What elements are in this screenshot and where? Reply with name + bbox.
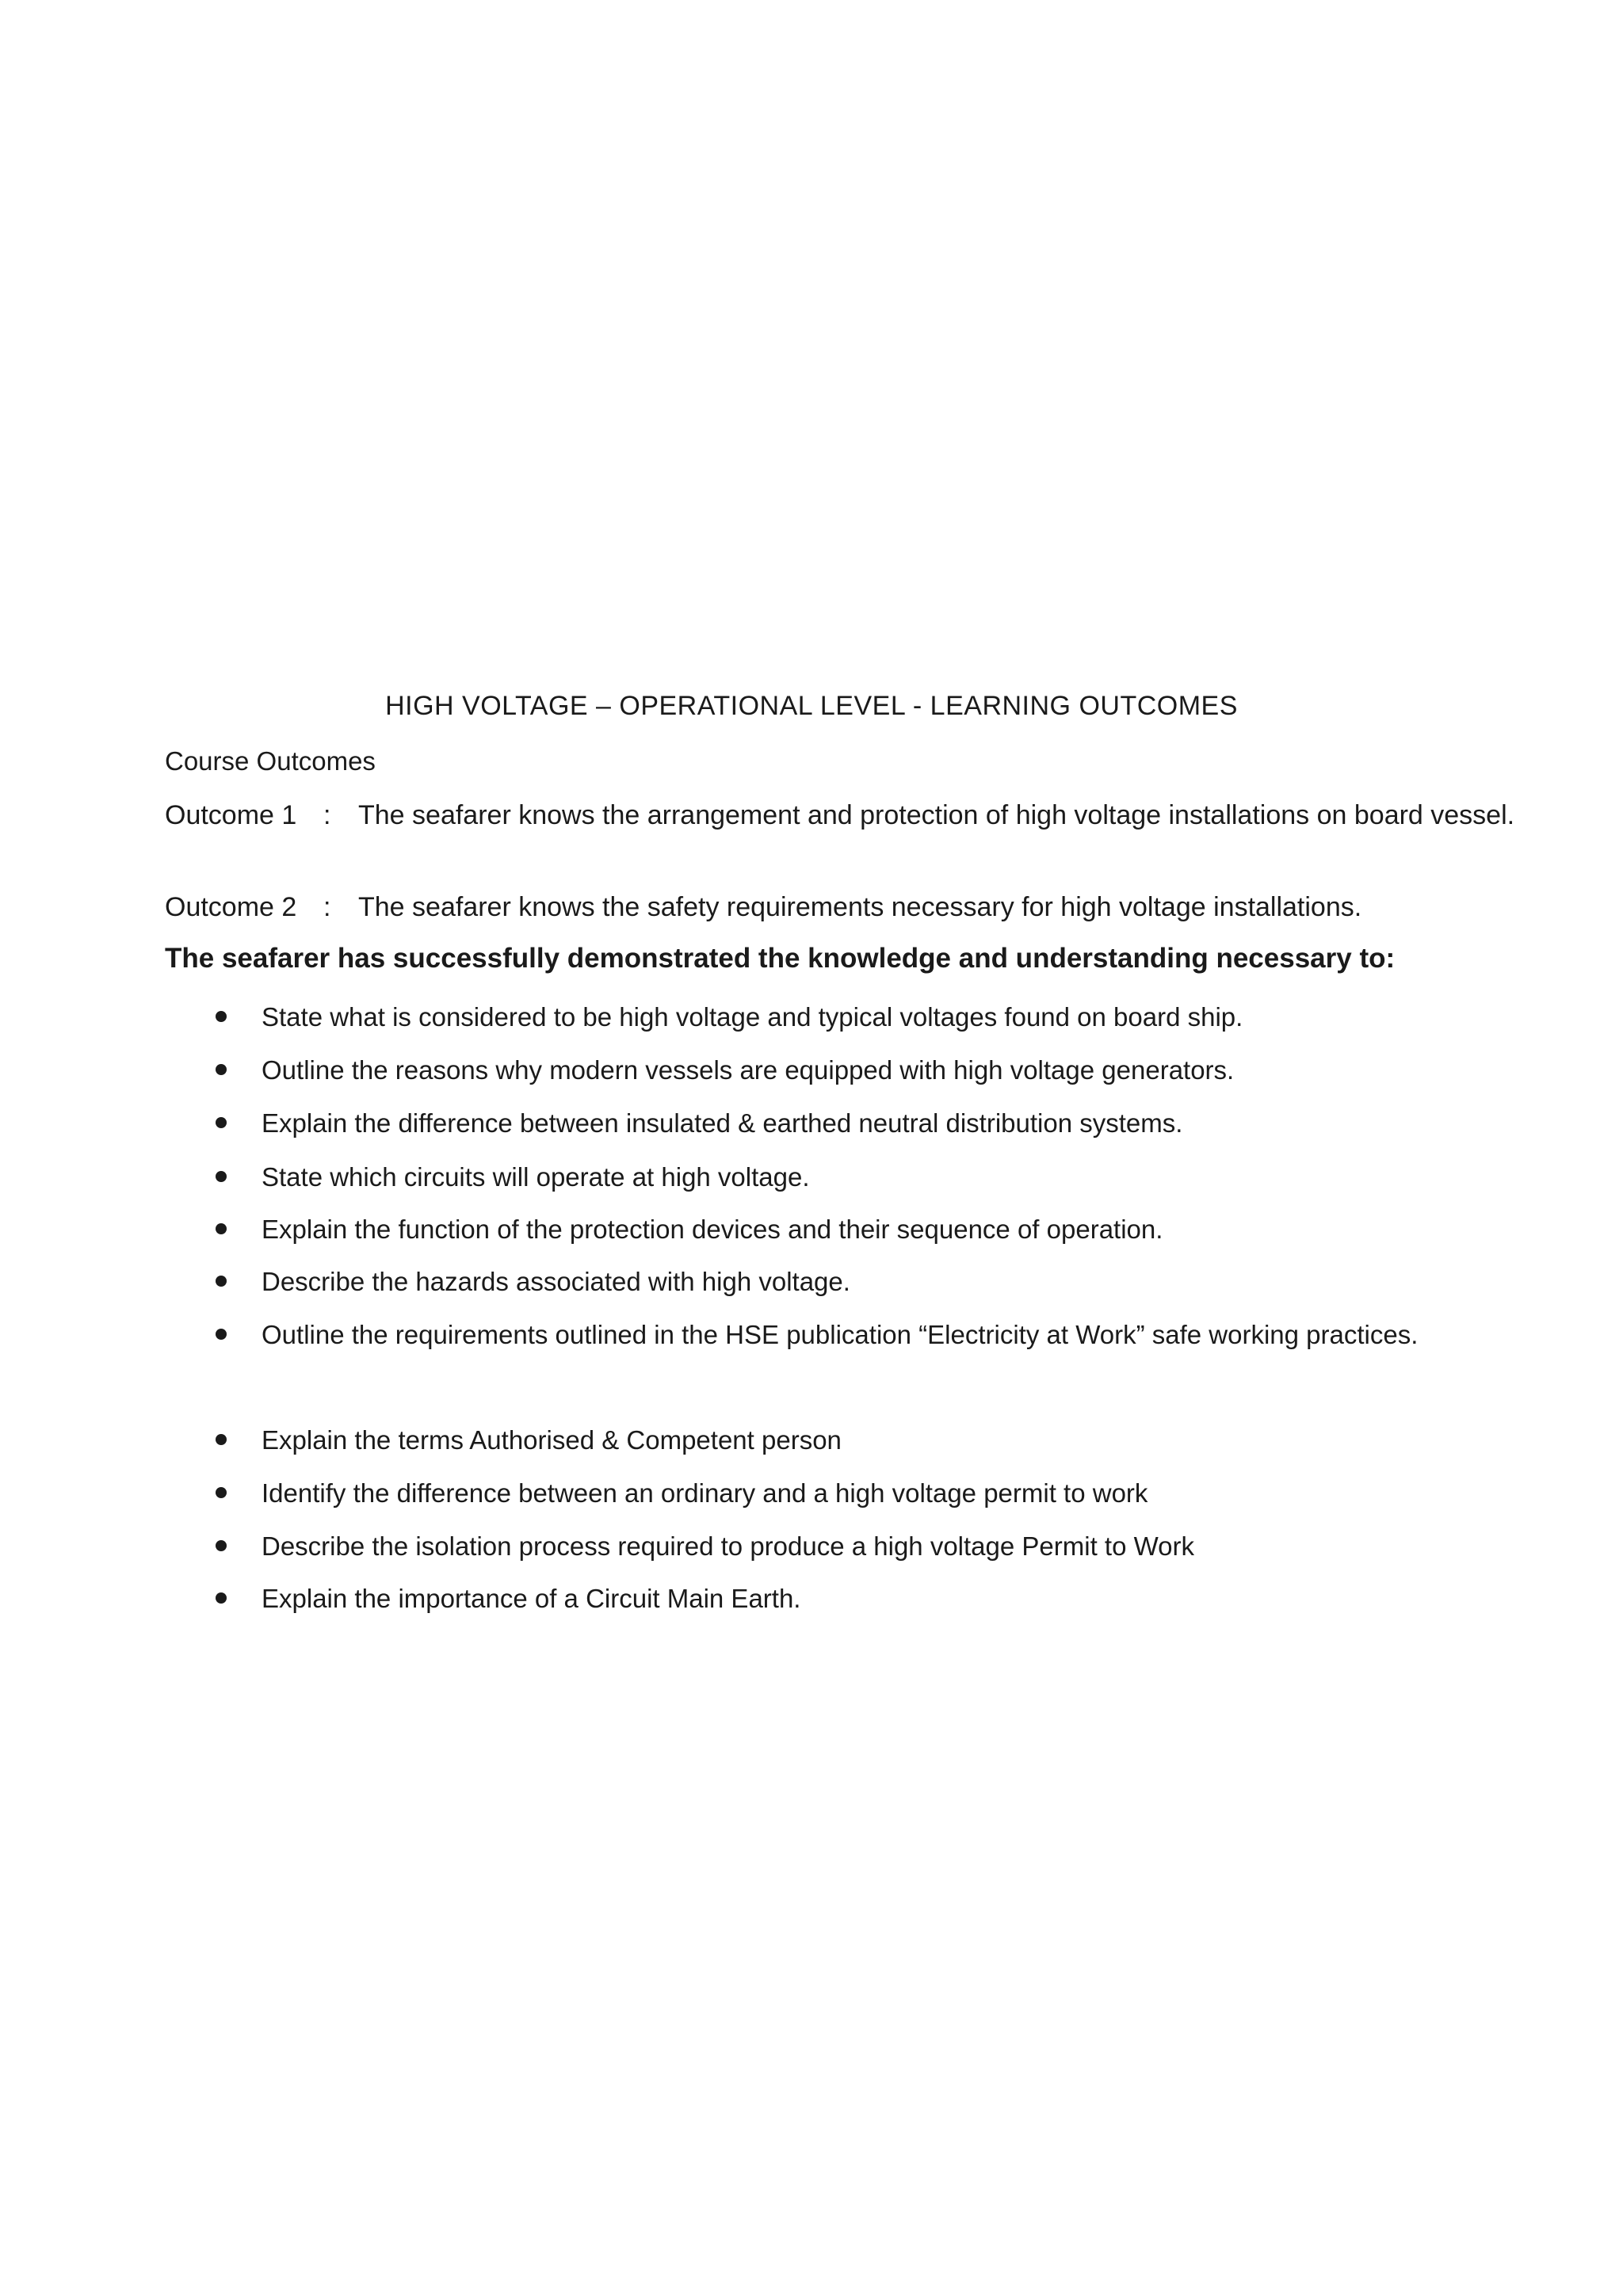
bullet-icon bbox=[216, 1434, 227, 1445]
bullet-icon bbox=[216, 1540, 227, 1551]
bullet-icon bbox=[216, 1171, 227, 1182]
outcome-2-separator: : bbox=[323, 892, 331, 922]
outcome-1-name: Outcome 1 bbox=[165, 800, 297, 830]
bullet-icon bbox=[216, 1592, 227, 1604]
list-item-text: Outline the reasons why modern vessels are equipped with high voltage generators. bbox=[262, 1055, 1235, 1085]
list-item-text: Outline the requirements outlined in the HSE publication “Electricity at Work” safe working practices. bbox=[262, 1320, 1419, 1349]
list-item-text: Identify the difference between an ordinary and a high voltage permit to work bbox=[262, 1478, 1148, 1508]
bullet-icon bbox=[216, 1223, 227, 1234]
list-item-text: Explain the difference between insulated & earthed neutral distribution systems. bbox=[262, 1108, 1183, 1138]
intro-statement: The seafarer has successfully demonstrated the knowledge and understanding necessary to: bbox=[165, 943, 1396, 974]
outcome-1-text: The seafarer knows the arrangement and protection of high voltage installations on board vessel. bbox=[358, 800, 1515, 830]
list-item-text: Explain the importance of a Circuit Main Earth. bbox=[262, 1584, 801, 1613]
list-item-text: Describe the isolation process required to produce a high voltage Permit to Work bbox=[262, 1531, 1194, 1561]
list-item-text: State what is considered to be high voltage and typical voltages found on board ship. bbox=[262, 1002, 1243, 1032]
outcome-2-text: The seafarer knows the safety requirements necessary for high voltage installations. bbox=[358, 892, 1362, 922]
bullet-icon bbox=[216, 1487, 227, 1498]
list-item-text: Describe the hazards associated with high voltage. bbox=[262, 1267, 850, 1296]
bullet-icon bbox=[216, 1011, 227, 1022]
bullet-icon bbox=[216, 1329, 227, 1340]
outcome-1-separator: : bbox=[323, 800, 331, 830]
section-label-course-outcomes: Course Outcomes bbox=[165, 746, 376, 776]
bullet-icon bbox=[216, 1276, 227, 1287]
list-item-text: Explain the terms Authorised & Competent person bbox=[262, 1425, 842, 1455]
outcome-2-name: Outcome 2 bbox=[165, 892, 297, 922]
bullet-icon bbox=[216, 1064, 227, 1075]
list-item-text: State which circuits will operate at high voltage. bbox=[262, 1162, 810, 1192]
page-title: HIGH VOLTAGE – OPERATIONAL LEVEL - LEARNING OUTCOMES bbox=[385, 691, 1238, 721]
bullet-icon bbox=[216, 1117, 227, 1128]
list-item-text: Explain the function of the protection devices and their sequence of operation. bbox=[262, 1215, 1163, 1244]
